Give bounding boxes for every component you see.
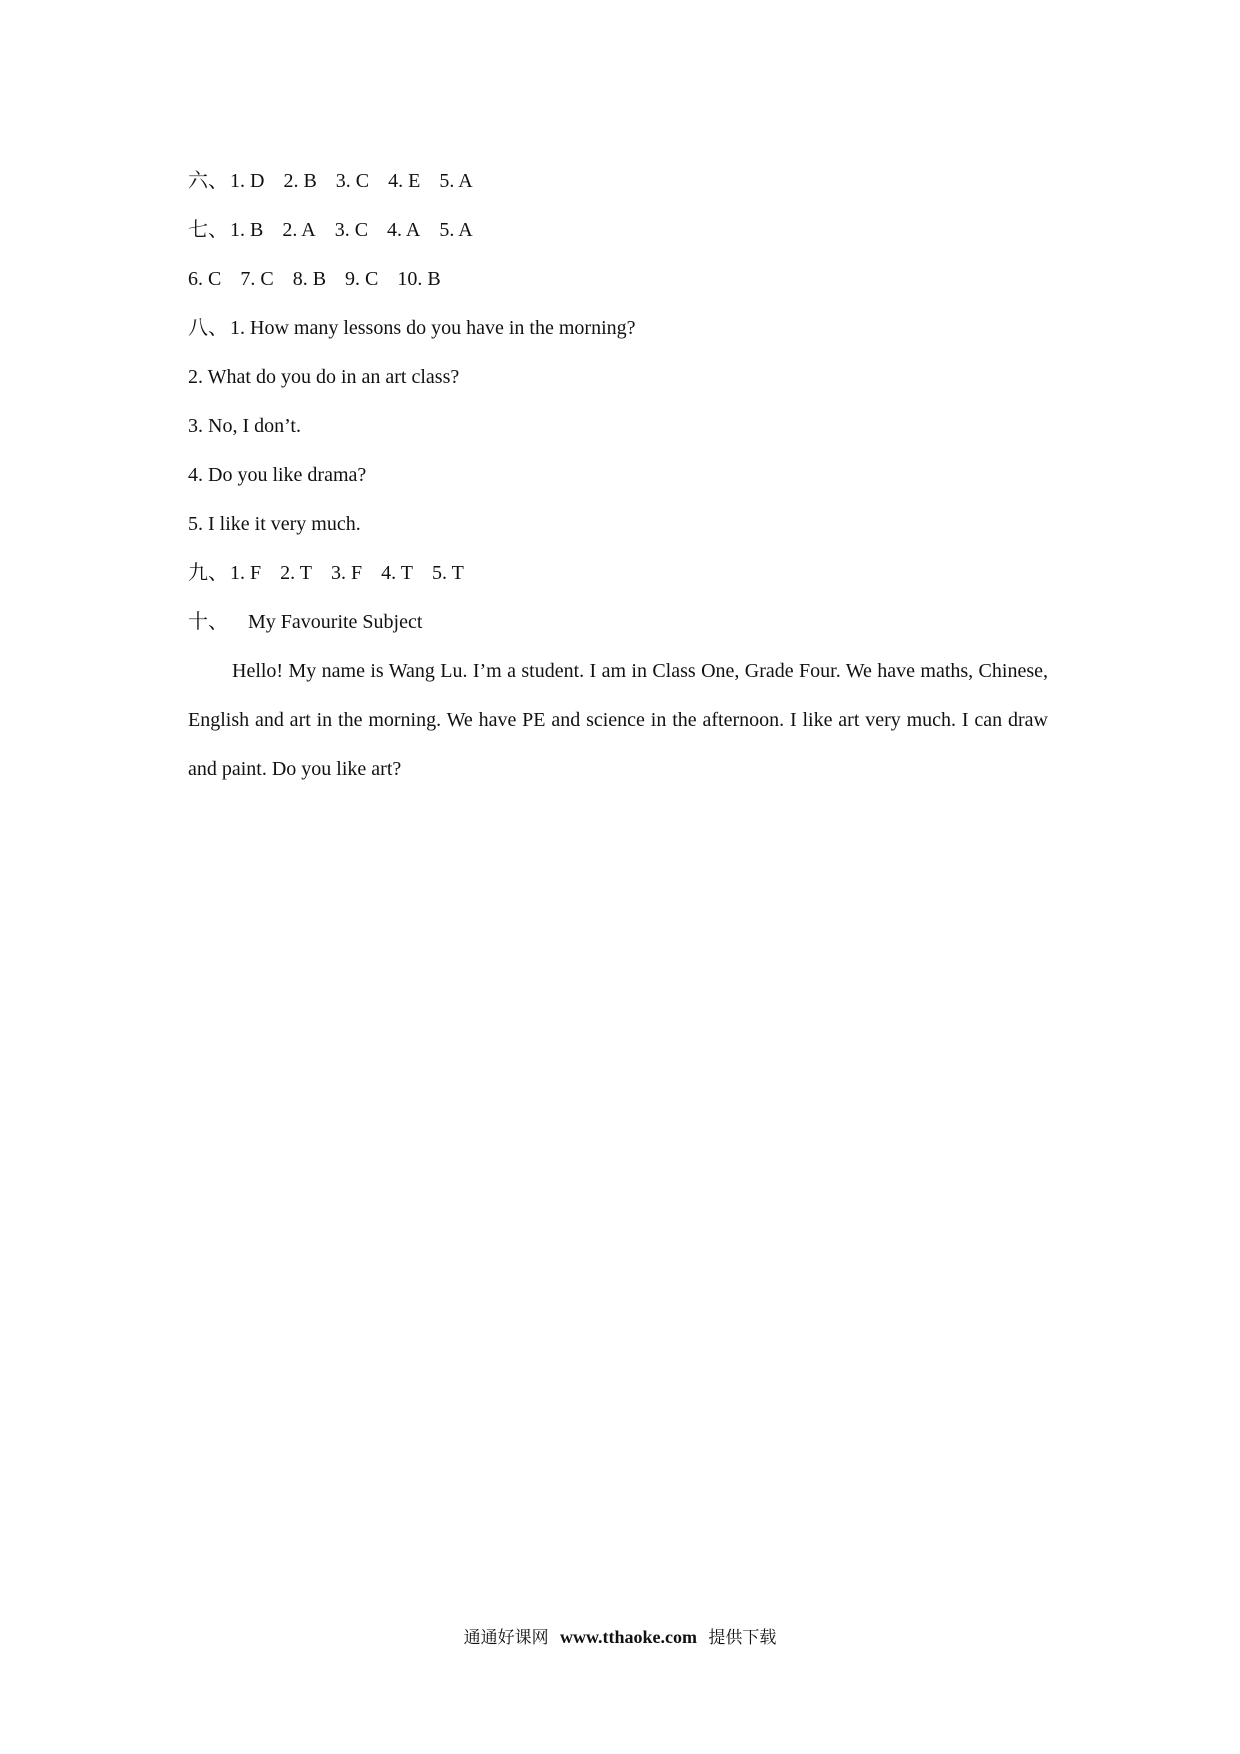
answer-sentence: 5. I like it very much. xyxy=(188,513,361,535)
section-seven-answers-row1 xyxy=(188,206,1058,255)
footer-site-name: 通通好课网 xyxy=(463,1628,549,1648)
answer-sentence: 1. How many lessons do you have in the morning? xyxy=(230,317,636,339)
section-eight-line-3 xyxy=(188,402,1058,451)
essay-paragraph: Hello! My name is Wang Lu. I’m a student. I am in Class One, Grade Four. We have maths, Chinese, English and art in the morning. We have PE and science in the afternoon. I like art very much. I can draw and paint. Do you like art? xyxy=(188,660,1048,780)
section-eight-line-5 xyxy=(188,500,1058,549)
answer-item: 8. B xyxy=(292,268,327,290)
footer-suffix: 提供下载 xyxy=(708,1628,777,1648)
answer-sentence: 3. No, I don’t. xyxy=(188,415,301,437)
section-nine-label: 九、 xyxy=(188,562,228,584)
section-eight-line-2 xyxy=(188,353,1058,402)
section-six-answers xyxy=(188,157,1058,206)
answer-item: 2. B xyxy=(283,170,317,192)
answer-item: 1. F xyxy=(230,562,262,584)
section-eight-label: 八、 xyxy=(188,317,228,339)
essay-title: My Favourite Subject xyxy=(248,611,423,633)
answer-item: 4. E xyxy=(388,170,421,192)
section-six-label: 六、 xyxy=(188,170,228,192)
section-ten-heading xyxy=(188,598,1058,647)
answer-item: 7. C xyxy=(240,268,274,290)
answer-item: 5. A xyxy=(439,219,473,241)
answer-item: 3. C xyxy=(334,219,369,241)
answer-sentence: 4. Do you like drama? xyxy=(188,464,367,486)
answer-item: 9. C xyxy=(345,268,379,290)
answer-item: 5. A xyxy=(439,170,473,192)
answer-item: 2. A xyxy=(282,219,316,241)
answer-item: 10. B xyxy=(397,268,441,290)
answer-item: 3. C xyxy=(335,170,370,192)
answer-item: 1. B xyxy=(230,219,264,241)
answer-item: 1. D xyxy=(230,170,265,192)
answer-item: 5. T xyxy=(431,562,464,584)
answer-item: 4. T xyxy=(381,562,413,584)
section-eight-line-1 xyxy=(188,304,1058,353)
section-seven-answers-row2 xyxy=(188,255,1058,304)
answer-key-content xyxy=(188,157,1058,794)
page-footer xyxy=(0,1623,1240,1648)
answer-item: 3. F xyxy=(330,562,363,584)
section-eight-line-4 xyxy=(188,451,1058,500)
answer-item: 6. C xyxy=(188,268,222,290)
answer-item: 4. A xyxy=(387,219,421,241)
footer-url-link[interactable]: www.tthaoke.com xyxy=(560,1627,697,1647)
section-nine-answers xyxy=(188,549,1058,598)
section-seven-label: 七、 xyxy=(188,219,228,241)
section-ten-label: 十、 xyxy=(188,611,228,633)
answer-sentence: 2. What do you do in an art class? xyxy=(188,366,460,388)
answer-item: 2. T xyxy=(280,562,312,584)
